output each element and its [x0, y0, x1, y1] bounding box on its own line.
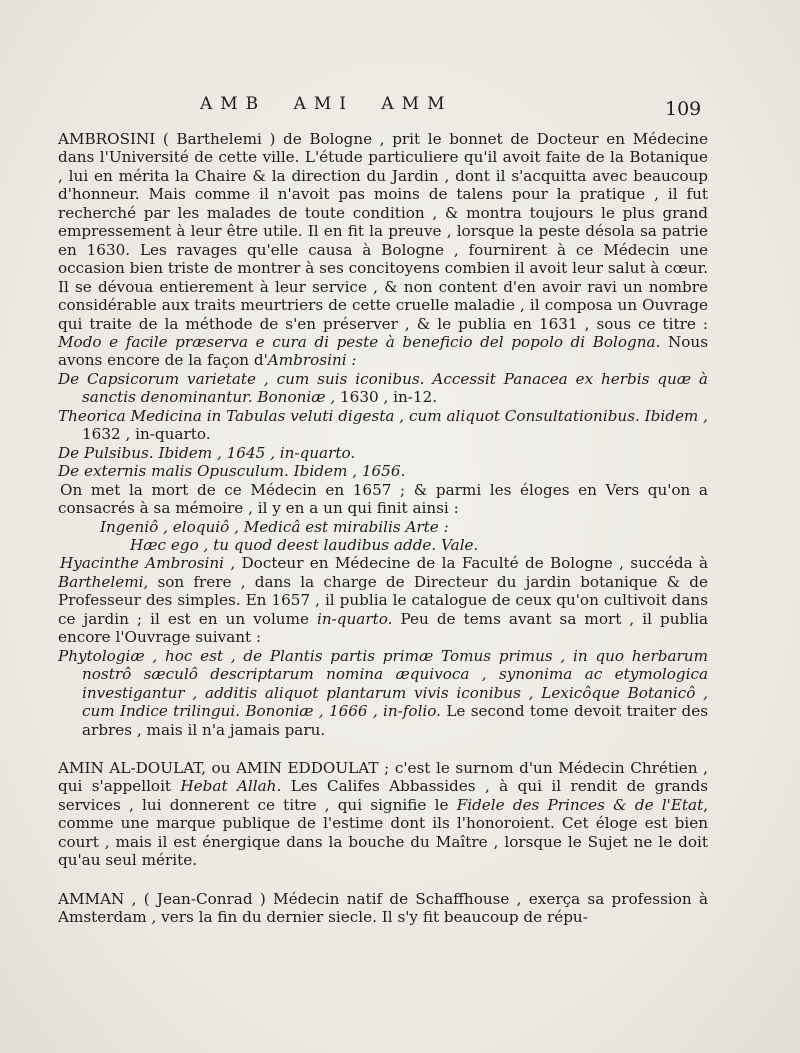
entry-amman: [58, 890, 708, 927]
verse-text: Hæc ego , tu quod deest laudibus adde. Vale.: [130, 535, 479, 554]
bio-text: AMBROSINI ( Barthelemi ) de Bologne , prit le bonnet de Docteur en Médecine dans l'Université de cette ville. L'étude particuliere qu'il avoit faite de la Botanique , lui en mérita la Chaire & la direction du Jardin , dont il s'acquitta avec beaucoup d'honneur. Mais comme il n'avoit pas moins de talens pour la pratique , il fut recherché par les malades de toute condition , & montra toujours le plus grand empressement à leur être utile. Il en fit la preuve , lorsque la peste désola sa patrie en 1630. Les ravages qu'elle causa à Bologne , fournirent à ce Médecin une occasion bien triste de montrer à ses concitoyens combien il avoit leur salut à cœur. Il se dévoua entierement à leur service , & non content d'en avoir ravi un nombre considérable aux traits meurtriers de cette cruelle maladie , il composa un Ouvrage qui traite de la méthode de s'en préserver , & le publia en 1631 , sous ce titre :: [58, 130, 708, 333]
bio-text: Le second tome devoit traiter des arbres , mais il n'a jamais paru.: [82, 702, 709, 739]
verse-line-2: [58, 536, 708, 554]
work-phytologia: [58, 647, 708, 739]
bio-text: , comme une marque publique de l'estime dont ils l'honoroient. Cet éloge est bien court , mais il est énergique dans la bouche du Maître , lorsque le Sujet ne le doit qu'au seul mérite.: [58, 795, 709, 870]
person-name: Hyacinthe Ambrosini: [60, 554, 225, 573]
work-pulsibus: [58, 444, 708, 462]
entry-ambrosini-bio: [58, 130, 708, 370]
bio-text: Peu de tems avant sa mort , il publia encore l'Ouvrage suivant :: [58, 609, 708, 647]
entry-separator: [58, 870, 708, 890]
work-title: De Pulsibus. Ibidem , 1645 , in-quarto.: [58, 443, 356, 462]
work-externis: [58, 462, 708, 480]
work-title: De externis malis Opusculum. Ibidem , 1656.: [58, 462, 406, 481]
entry-hyacinthe: [58, 554, 708, 646]
entry-headword: AMIN AL-DOULAT, ou AMIN EDDOULAT ;: [58, 758, 390, 777]
bio-text: Médecin natif de Schaffhouse , exerça sa profession à Amsterdam , vers la fin du dernier siecle. Il s'y fit beaucoup de répu-: [58, 889, 708, 927]
work-capsicorum: [58, 370, 708, 407]
entry-headword: AMMAN , ( Jean-Conrad ): [58, 889, 266, 908]
person-name: Barthelemi: [58, 572, 144, 591]
page-body: [58, 130, 708, 927]
verse-text: Ingeniô , eloquiô , Medicâ est mirabilis Arte :: [100, 517, 449, 536]
work-format: in-quarto.: [317, 609, 393, 628]
work-title: Theorica Medicina in Tabulas veluti digesta , cum aliquot Consultationibus. Ibidem ,: [58, 406, 708, 425]
death-paragraph: On met la mort de ce Médecin en 1657 ; & parmi les éloges en Vers qu'on a consacrés à sa mémoire , il y en a un qui finit ainsi :: [58, 480, 708, 518]
entry-amin: [58, 759, 708, 870]
work-title: De Capsicorum varietate , cum suis iconibus. Accessit Panacea ex herbis quæ à sanctis denominantur. Bononiæ ,: [58, 369, 708, 407]
work-title: Modo e facile præserva e cura di peste à beneficio del popolo di Bologna.: [58, 332, 661, 351]
bio-text: Les Califes Abbassides , à qui il rendit de grands services , lui donnerent ce titre , qui signifie le: [58, 777, 709, 814]
work-imprint: 1630 , in-12.: [340, 388, 438, 407]
work-theorica: [58, 407, 708, 444]
page-number: 109: [665, 98, 702, 120]
entry-separator: [58, 739, 708, 759]
person-name: Hebat Allah.: [180, 777, 282, 796]
bio-text: , Docteur en Médecine de la Faculté de Bologne , succéda à: [230, 554, 709, 573]
bio-text: Nous avons encore de la façon d': [58, 332, 709, 370]
honorific-title: Fidele des Princes & de l'Etat: [456, 795, 704, 814]
work-title: Phytologiæ , hoc est , de Plantis partis primæ Tomus primus , in quo herbarum nostrô sæculô descriptarum nomina æquivoca , synonima ac etymologica investigantur , additis aliquot plantarum vivis iconibus , Lexicôque Botanicô , cum Indice trilingui. Bononiæ , 1666 , in-folio.: [58, 646, 708, 721]
bio-text: c'est le surnom d'un Médecin Chrétien , qui s'appelloit: [58, 758, 708, 796]
running-head: AMB AMI AMM: [200, 94, 453, 114]
bio-text: , son frere , dans la charge de Directeur du jardin botanique & de Professeur des simples. En 1657 , il publia le catalogue de ceux qu'on cultivoit dans ce jardin ; il est en un volume: [58, 572, 708, 628]
person-name: Ambrosini :: [267, 351, 357, 370]
work-imprint: 1632 , in-quarto.: [82, 425, 211, 444]
verse-line-1: [58, 518, 708, 536]
